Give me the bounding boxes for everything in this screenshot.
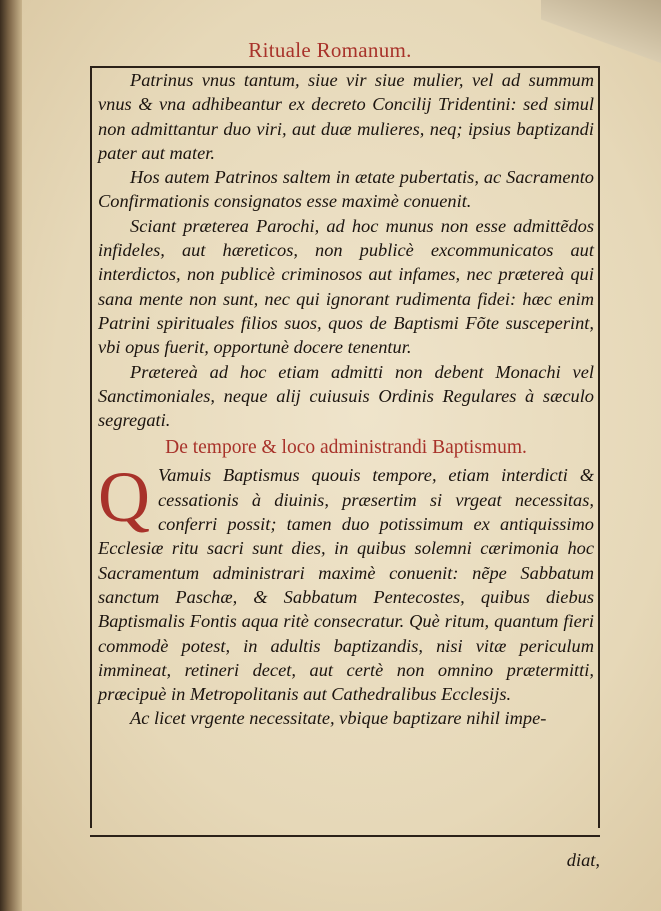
paragraph-monks-excluded: Prætereà ad hoc etiam admitti non debent Monachi vel Sanctimoniales, neque alij cuiusuis Ordinis Regulares à sæculo segregati. — [98, 361, 594, 431]
paragraph-time-text: Vamuis Baptismus quouis tempore, etiam interdicti & cessationis à diuinis, præsertim si vrgeat necessitas, conferri possit; tamen duo potissimum ex antiquissimo Ecclesiæ ritu sacri sunt dies, in quibus solemni cærimonia hoc Sacramentum administrari maximè conuenit: nẽpe Sabbatum sanctum Paschæ, & Sabbatum Pentecostes, quibus diebus Baptismalis Fontis aqua ritè consecratur. Què ritum, quantum fieri commodè potest, in adultis baptizandis, nisi vitæ periculum immineat, retineri decet, aut certè non omnino prætermitti, præcipuè in Metropolitanis aut Cathedralibus Ecclesijs. — [98, 465, 594, 705]
paragraph-godparent-age: Hos autem Patrinos saltem in ætate pubertatis, ac Sacramento Confirmationis consignatos esse maximè conuenit. — [98, 167, 594, 212]
paragraph-necessity: Ac licet vrgente necessitate, vbique baptizare nihil impe- — [130, 708, 547, 729]
book-binding — [0, 0, 22, 911]
paragraph-time-of-baptism — [98, 457, 594, 706]
catchword: diat, — [566, 850, 600, 870]
paragraph-excluded-persons: Sciant præterea Parochi, ad hoc munus non esse admittẽdos infideles, aut hæreticos, non publicè excommunicatos aut interdictos, non publicè criminosos aut infames, nec prætereà qui sana mente non sunt, nec qui ignorant rudimenta fidei: hæc enim Patrini spirituales filios suos, quos de Baptismi Fõte susceperint, vbi opus fuerit, opportunè docere tenentur. — [98, 215, 594, 358]
paragraph-godparent-number: Patrinus vnus tantum, siue vir siue mulier, vel ad summum vnus & vna adhibeantur ex decreto Concilij Tridentini: sed simul non admittantur duo viri, aut duæ mulieres, neq; ipsius baptizandi pater aut mater. — [98, 70, 594, 163]
drop-cap: Q — [98, 457, 150, 538]
text-block — [98, 68, 594, 731]
running-header: Rituale Romanum. — [248, 38, 412, 62]
section-heading: De tempore & loco administrandi Baptismum. — [165, 437, 527, 459]
bottom-rule — [90, 835, 600, 837]
